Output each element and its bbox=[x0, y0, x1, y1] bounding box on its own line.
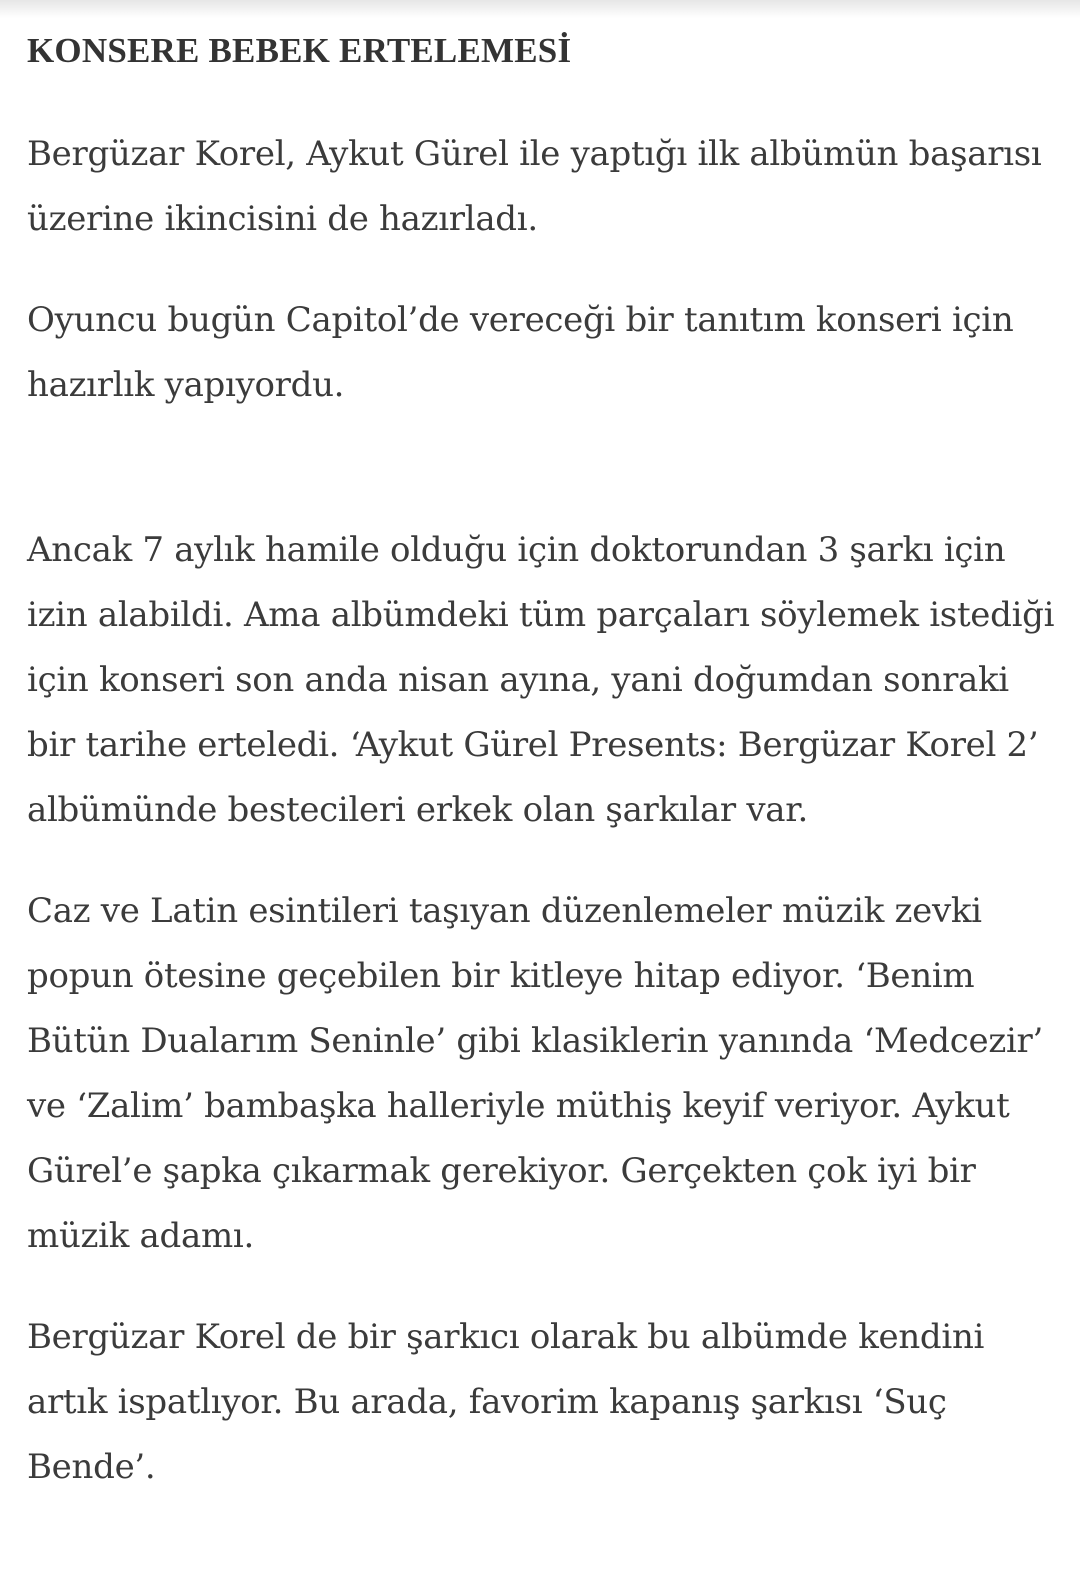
paragraph-album-intro: Bergüzar Korel, Aykut Gürel ile yaptığı ilk albümün başarısı üzerine ikincisini de hazırladı. bbox=[27, 134, 1042, 239]
paragraph-arrangements: Caz ve Latin esintileri taşıyan düzenlemeler müzik zevki popun ötesine geçebilen bir kitleye hitap ediyor. ‘Benim Bütün Dualarım Seninle’ gibi klasiklerin yanında ‘Medcezir’ ve ‘Zalim’ bambaşka halleriyle müthiş keyif veriyor. Aykut Gürel’e şapka çıkarmak gerekiyor. Gerçekten çok iyi bir müzik adamı. bbox=[27, 891, 1043, 1256]
paragraph-concert-prep: Oyuncu bugün Capitol’de vereceği bir tanıtım konseri için hazırlık yapıyordu. bbox=[27, 300, 1014, 405]
article-headline: KONSERE BEBEK ERTELEMESİ bbox=[27, 31, 572, 70]
article-body bbox=[27, 26, 1057, 1500]
paragraph-concert-postponed: Ancak 7 aylık hamile olduğu için doktorundan 3 şarkı için izin alabildi. Ama albümdeki tüm parçaları söylemek istediği için konseri son anda nisan ayına, yani doğumdan sonraki bir tarihe erteledi. ‘Aykut Gürel Presents: Bergüzar Korel 2’ albümünde bestecileri erkek olan şarkılar var. bbox=[27, 530, 1055, 830]
paragraph-favorite-song: Bergüzar Korel de bir şarkıcı olarak bu albümde kendini artık ispatlıyor. Bu arada, favorim kapanış şarkısı ‘Suç Bende’. bbox=[27, 1317, 985, 1487]
top-edge-shadow bbox=[0, 0, 1080, 18]
